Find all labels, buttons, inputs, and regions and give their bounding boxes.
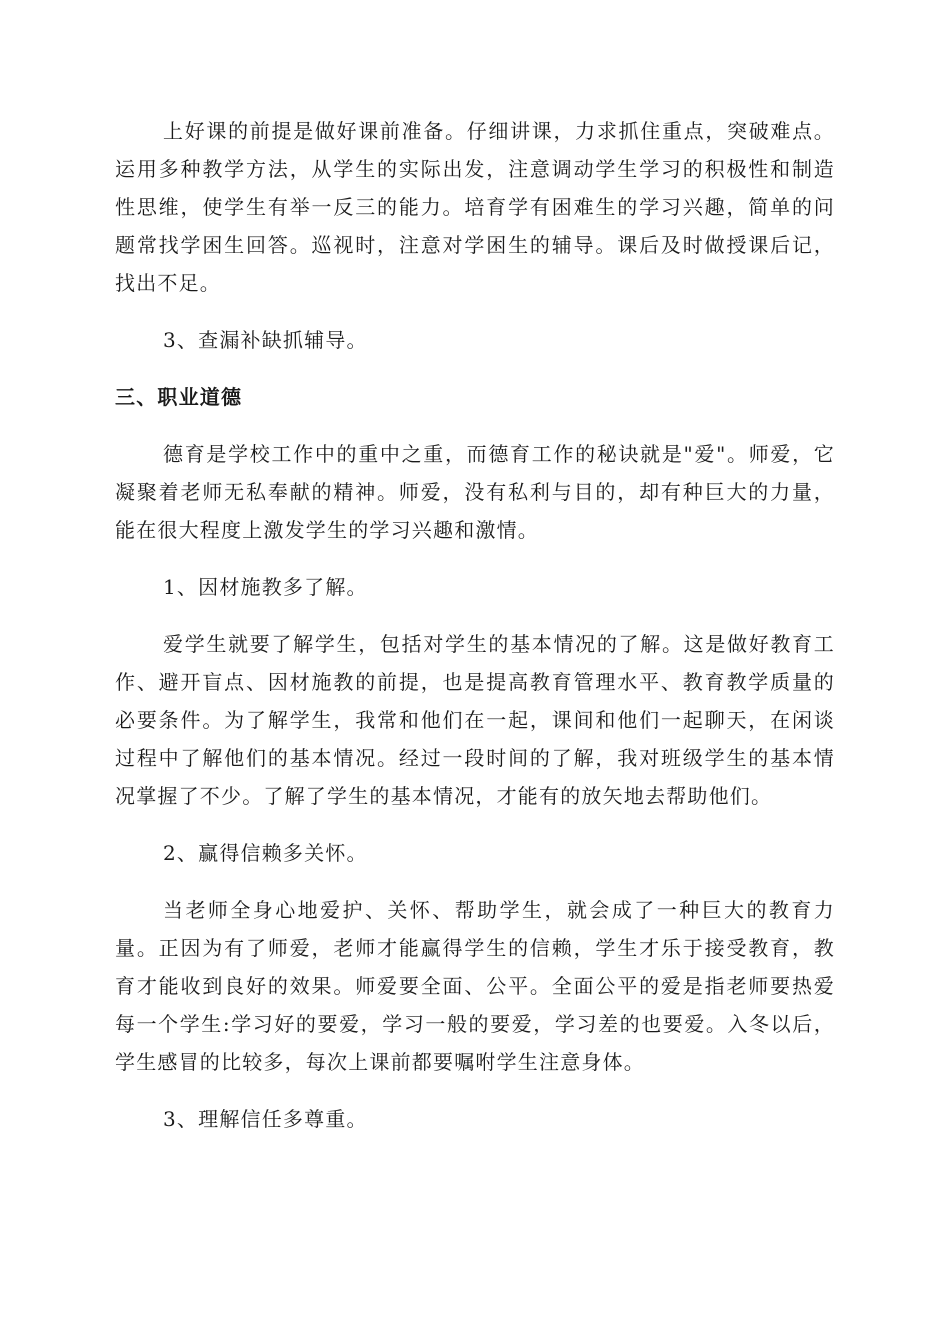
spacer xyxy=(115,302,835,321)
list-item-understand-students: 1、因材施教多了解。 xyxy=(163,575,368,599)
paragraph-teacher-love: 当老师全身心地爱护、关怀、帮助学生，就会成了一种巨大的教育力量。正因为有了师爱，老师才能赢得学生的信赖，学生才乐于接受教育，教育才能收到良好的效果。师爱要全面、公平。全面公平的爱是指老师要热爱每一个学生:学习好的要爱，学习一般的要爱，学习差的也要爱。入冬以后，学生感冒的比较多，每次上课前都要嘱咐学生注意身体。 xyxy=(115,898,835,1074)
spacer xyxy=(115,416,835,435)
list-item-tutoring: 3、查漏补缺抓辅导。 xyxy=(163,328,368,352)
paragraph-understand-students: 爱学生就要了解学生，包括对学生的基本情况的了解。这是做好教育工作、避开盲点、因材施教的前提，也是提高教育管理水平、教育教学质量的必要条件。为了解学生，我常和他们在一起，课间和他们一起聊天，在闲谈过程中了解他们的基本情况。经过一段时间的了解，我对班级学生的基本情况掌握了不少。了解了学生的基本情况，才能有的放矢地去帮助他们。 xyxy=(115,632,835,808)
paragraph-lesson-prep: 上好课的前提是做好课前准备。仔细讲课，力求抓住重点，突破难点。运用多种教学方法，从学生的实际出发，注意调动学生学习的积极性和制造性思维，使学生有举一反三的能力。培育学有困难生的学习兴趣，简单的问题常找学困生回答。巡视时，注意对学困生的辅导。课后及时做授课后记，找出不足。 xyxy=(115,119,835,295)
section-heading-professional-ethics: 三、职业道德 xyxy=(115,385,243,409)
spacer xyxy=(115,606,835,625)
document-page xyxy=(115,112,835,1138)
spacer xyxy=(115,1081,835,1100)
spacer xyxy=(115,359,835,378)
list-item-win-trust: 2、赢得信赖多关怀。 xyxy=(163,841,368,865)
spacer xyxy=(115,815,835,834)
paragraph-moral-education: 德育是学校工作中的重中之重，而德育工作的秘诀就是"爱"。师爱，它凝聚着老师无私奉献的精神。师爱，没有私利与目的，却有种巨大的力量，能在很大程度上激发学生的学习兴趣和激情。 xyxy=(115,442,835,542)
list-item-respect: 3、理解信任多尊重。 xyxy=(163,1107,368,1131)
spacer xyxy=(115,872,835,891)
spacer xyxy=(115,549,835,568)
